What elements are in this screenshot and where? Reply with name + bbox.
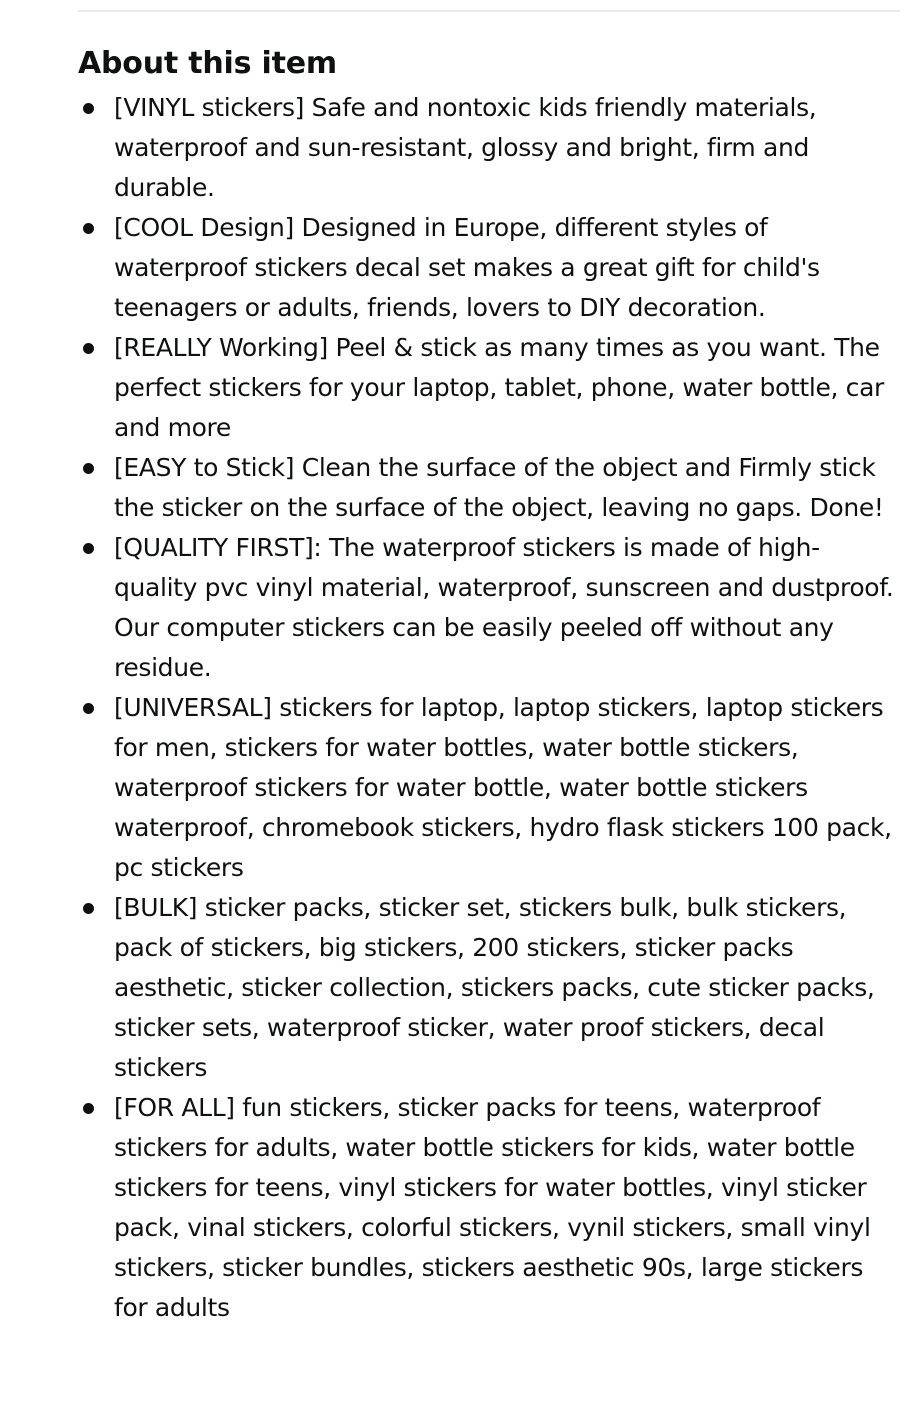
section-heading: About this item [78, 46, 337, 81]
feature-bullet-universal: [UNIVERSAL] stickers for laptop, laptop stickers, laptop stickers for men, stickers for water bottles, water bottle stickers, waterproof stickers for water bottle, water bottle stickers waterproof, chromebook stickers, hydro flask stickers 100 pack, pc stickers [78, 688, 900, 888]
feature-bullet-bulk: [BULK] sticker packs, sticker set, stickers bulk, bulk stickers, pack of stickers, big stickers, 200 stickers, sticker packs aesthetic, sticker collection, stickers packs, cute sticker packs, sticker sets, waterproof sticker, water proof stickers, decal stickers [78, 888, 900, 1088]
feature-bullet-vinyl: [VINYL stickers] Safe and nontoxic kids friendly materials, waterproof and sun-resistant, glossy and bright, firm and durable. [78, 88, 900, 208]
about-this-item-section [78, 40, 900, 1328]
feature-bullet-quality-first: [QUALITY FIRST]: The waterproof stickers is made of high-quality pvc vinyl material, waterproof, sunscreen and dustproof. Our computer stickers can be easily peeled off without any residue. [78, 528, 900, 688]
feature-bullet-easy-to-stick: [EASY to Stick] Clean the surface of the object and Firmly stick the sticker on the surface of the object, leaving no gaps. Done! [78, 448, 900, 528]
feature-bullet-really-working: [REALLY Working] Peel & stick as many times as you want. The perfect stickers for your laptop, tablet, phone, water bottle, car and more [78, 328, 900, 448]
feature-bullet-for-all: [FOR ALL] fun stickers, sticker packs for teens, waterproof stickers for adults, water bottle stickers for kids, water bottle stickers for teens, vinyl stickers for water bottles, vinyl sticker pack, vinal stickers, colorful stickers, vynil stickers, small vinyl stickers, sticker bundles, stickers aesthetic 90s, large stickers for adults [78, 1088, 900, 1328]
feature-bullet-cool-design: [COOL Design] Designed in Europe, different styles of waterproof stickers decal set makes a great gift for child's teenagers or adults, friends, lovers to DIY decoration. [78, 208, 900, 328]
feature-bullet-list [78, 88, 900, 1328]
section-divider [78, 10, 900, 12]
